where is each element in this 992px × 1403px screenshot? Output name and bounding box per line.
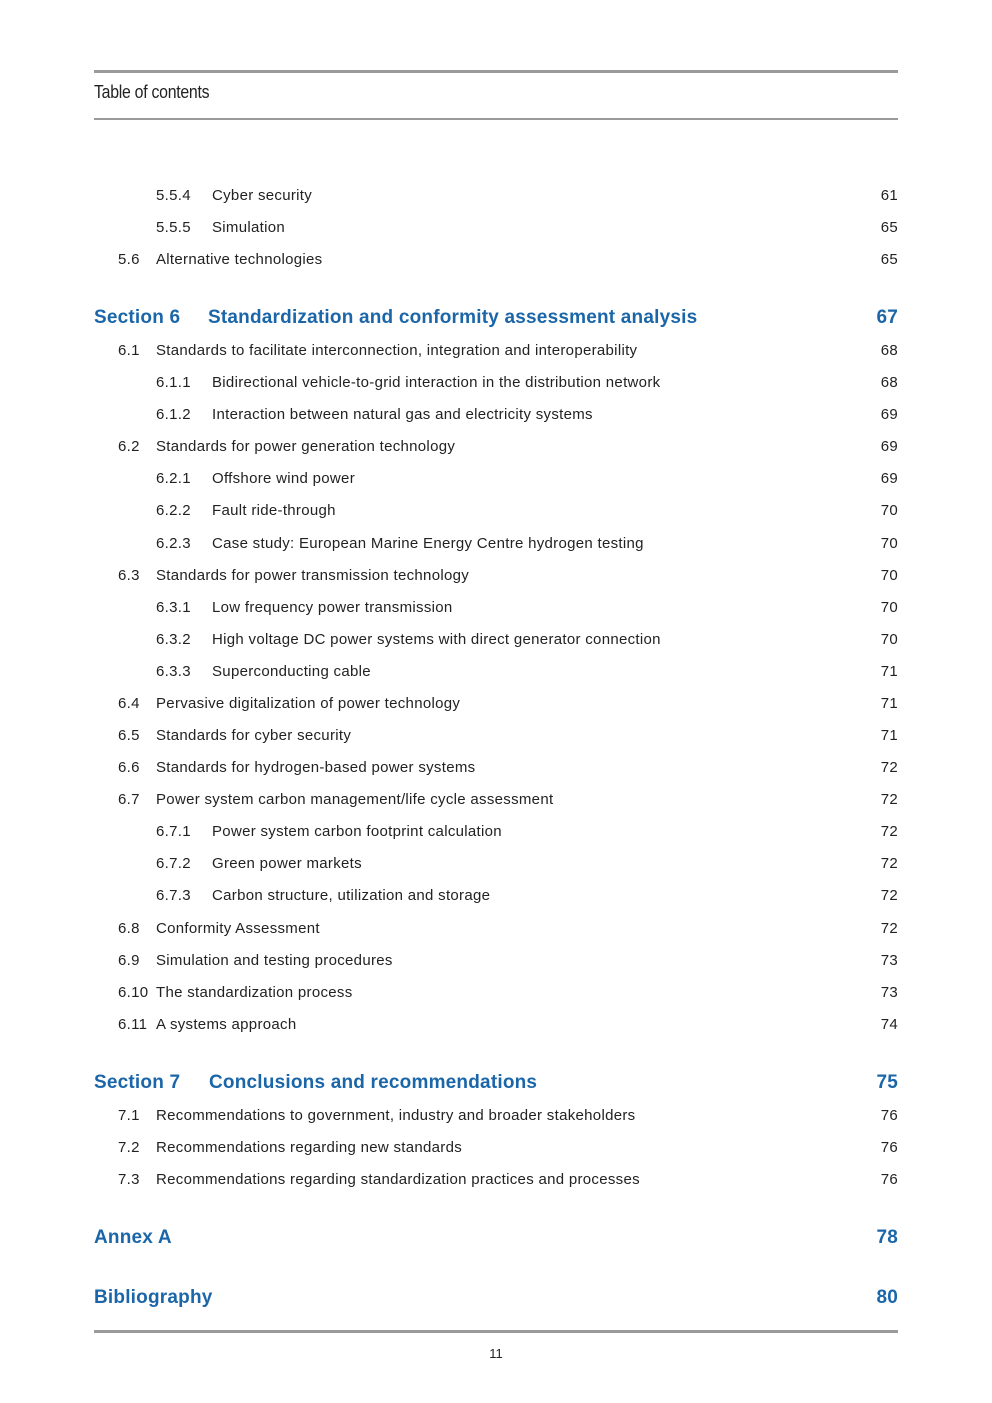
toc-entry-page: 76 bbox=[880, 1139, 898, 1156]
toc-entry-title: Case study: European Marine Energy Centre hydrogen testing bbox=[212, 535, 644, 552]
toc-entry-number: 6.10 bbox=[118, 984, 149, 1001]
toc-entry-number: 5.5.4 bbox=[156, 187, 191, 204]
toc-entry-6-7-1[interactable] bbox=[0, 820, 992, 844]
toc-entry-title: Fault ride-through bbox=[212, 502, 336, 519]
toc-entry-page: 72 bbox=[880, 887, 898, 904]
toc-annex-a[interactable] bbox=[0, 1223, 992, 1253]
toc-section-title: Conclusions and recommendations bbox=[209, 1072, 538, 1093]
toc-entry-page: 72 bbox=[880, 823, 898, 840]
toc-entry-6-6[interactable] bbox=[0, 756, 992, 780]
toc-entry-title: Recommendations regarding new standards bbox=[156, 1139, 463, 1156]
toc-entry-page: 69 bbox=[880, 438, 898, 455]
toc-entry-number: 6.2 bbox=[118, 438, 140, 455]
toc-section-page: 78 bbox=[876, 1227, 898, 1248]
toc-entry-page: 74 bbox=[880, 1016, 898, 1033]
toc-section-7[interactable] bbox=[0, 1068, 992, 1098]
toc-entry-page: 76 bbox=[880, 1107, 898, 1124]
toc-entry-5-6[interactable] bbox=[0, 248, 992, 272]
toc-entry-page: 70 bbox=[880, 567, 898, 584]
toc-entry-title: Simulation bbox=[212, 219, 286, 236]
toc-entry-title: Standards for power transmission technology bbox=[156, 567, 470, 584]
toc-entry-page: 76 bbox=[880, 1171, 898, 1188]
toc-entry-title: Power system carbon footprint calculation bbox=[212, 823, 502, 840]
toc-section-number: Section 7 bbox=[94, 1072, 181, 1093]
toc-entry-number: 6.1 bbox=[118, 342, 140, 359]
toc-entry-number: 6.6 bbox=[118, 759, 140, 776]
toc-entry-6-8[interactable] bbox=[0, 917, 992, 941]
toc-entry-page: 70 bbox=[880, 502, 898, 519]
toc-entry-page: 70 bbox=[880, 599, 898, 616]
toc-entry-title: Pervasive digitalization of power technology bbox=[156, 695, 461, 712]
toc-entry-7-3[interactable] bbox=[0, 1168, 992, 1192]
toc-entry-page: 72 bbox=[880, 791, 898, 808]
toc-entry-title: Standards for hydrogen-based power systems bbox=[156, 759, 476, 776]
toc-entry-number: 6.9 bbox=[118, 952, 140, 969]
toc-entry-title: Simulation and testing procedures bbox=[156, 952, 393, 969]
footer-rule bbox=[94, 1330, 898, 1333]
toc-entry-page: 68 bbox=[880, 374, 898, 391]
toc-entry-title: Conformity Assessment bbox=[156, 920, 320, 937]
toc-section-title: Annex A bbox=[94, 1227, 172, 1248]
toc-section-title: Bibliography bbox=[94, 1287, 213, 1308]
toc-entry-title: Carbon structure, utilization and storage bbox=[212, 887, 491, 904]
toc-entry-number: 6.4 bbox=[118, 695, 140, 712]
toc-section-page: 80 bbox=[876, 1287, 898, 1308]
toc-section-page: 67 bbox=[876, 307, 898, 328]
toc-entry-6-7[interactable] bbox=[0, 788, 992, 812]
toc-entry-page: 69 bbox=[880, 470, 898, 487]
toc-entry-title: Offshore wind power bbox=[212, 470, 355, 487]
toc-entry-6-2-2[interactable] bbox=[0, 499, 992, 523]
toc-entry-6-7-3[interactable] bbox=[0, 884, 992, 908]
toc-section-number: Section 6 bbox=[94, 307, 181, 328]
toc-bibliography[interactable] bbox=[0, 1283, 992, 1313]
toc-entry-number: 6.2.1 bbox=[156, 470, 191, 487]
toc-entry-6-10[interactable] bbox=[0, 981, 992, 1005]
toc-entry-7-2[interactable] bbox=[0, 1136, 992, 1160]
toc-entry-number: 6.3.2 bbox=[156, 631, 191, 648]
toc-entry-number: 6.3.3 bbox=[156, 663, 191, 680]
toc-entry-page: 73 bbox=[880, 952, 898, 969]
toc-entry-6-11[interactable] bbox=[0, 1013, 992, 1037]
toc-entry-title: High voltage DC power systems with direct generator connection bbox=[212, 631, 661, 648]
toc-entry-number: 6.2.2 bbox=[156, 502, 191, 519]
toc-section-6[interactable] bbox=[0, 303, 992, 333]
toc-entry-number: 7.1 bbox=[118, 1107, 140, 1124]
toc-entry-6-2[interactable] bbox=[0, 435, 992, 459]
toc-entry-6-3-3[interactable] bbox=[0, 660, 992, 684]
toc-entry-number: 7.2 bbox=[118, 1139, 140, 1156]
toc-entry-title: Standards for power generation technology bbox=[156, 438, 456, 455]
toc-entry-number: 6.7.2 bbox=[156, 855, 191, 872]
toc-entry-6-4[interactable] bbox=[0, 692, 992, 716]
toc-entry-page: 73 bbox=[880, 984, 898, 1001]
toc-entry-title: Recommendations to government, industry and broader stakeholders bbox=[156, 1107, 636, 1124]
toc-entry-6-1-1[interactable] bbox=[0, 371, 992, 395]
toc-entry-number: 6.7.1 bbox=[156, 823, 191, 840]
toc-entry-title: A systems approach bbox=[156, 1016, 297, 1033]
toc-entry-title: Interaction between natural gas and electricity systems bbox=[212, 406, 593, 423]
running-header-title: Table of contents bbox=[94, 82, 210, 102]
toc-entry-6-9[interactable] bbox=[0, 949, 992, 973]
toc-entry-page: 65 bbox=[880, 219, 898, 236]
toc-entry-title: Power system carbon management/life cycle assessment bbox=[156, 791, 554, 808]
toc-entry-title: Recommendations regarding standardization practices and processes bbox=[156, 1171, 640, 1188]
toc-entry-page: 70 bbox=[880, 631, 898, 648]
toc-entry-page: 71 bbox=[880, 727, 898, 744]
toc-entry-number: 6.5 bbox=[118, 727, 140, 744]
toc-entry-6-3-2[interactable] bbox=[0, 628, 992, 652]
toc-entry-page: 61 bbox=[880, 187, 898, 204]
toc-entry-number: 6.8 bbox=[118, 920, 140, 937]
toc-entry-6-5[interactable] bbox=[0, 724, 992, 748]
toc-entry-title: The standardization process bbox=[156, 984, 353, 1001]
toc-entry-5-5-5[interactable] bbox=[0, 216, 992, 240]
toc-entry-title: Green power markets bbox=[212, 855, 362, 872]
toc-entry-title: Standards for cyber security bbox=[156, 727, 352, 744]
toc-entry-5-5-4[interactable] bbox=[0, 184, 992, 208]
toc-entry-title: Bidirectional vehicle-to-grid interaction in the distribution network bbox=[212, 374, 661, 391]
toc-entry-number: 6.11 bbox=[118, 1016, 148, 1033]
toc-section-title: Standardization and conformity assessment analysis bbox=[208, 307, 698, 328]
toc-entry-page: 72 bbox=[880, 920, 898, 937]
toc-entry-title: Alternative technologies bbox=[156, 251, 323, 268]
toc-entry-number: 6.7 bbox=[118, 791, 140, 808]
toc-entry-page: 71 bbox=[880, 663, 898, 680]
toc-entry-title: Cyber security bbox=[212, 187, 313, 204]
toc-entry-6-2-1[interactable] bbox=[0, 467, 992, 491]
toc-entry-number: 5.5.5 bbox=[156, 219, 191, 236]
toc-entry-6-1-2[interactable] bbox=[0, 403, 992, 427]
toc-entry-6-7-2[interactable] bbox=[0, 852, 992, 876]
toc-entry-number: 6.3.1 bbox=[156, 599, 191, 616]
toc-entry-number: 6.7.3 bbox=[156, 887, 191, 904]
toc-entry-number: 6.2.3 bbox=[156, 535, 191, 552]
toc-entry-6-3-1[interactable] bbox=[0, 596, 992, 620]
toc-entry-page: 65 bbox=[880, 251, 898, 268]
toc-entry-number: 6.1.1 bbox=[156, 374, 191, 391]
toc-entry-page: 70 bbox=[880, 535, 898, 552]
toc-entry-title: Standards to facilitate interconnection, integration and interoperability bbox=[156, 342, 638, 359]
toc-entry-title: Superconducting cable bbox=[212, 663, 371, 680]
toc-section-page: 75 bbox=[876, 1072, 898, 1093]
toc-entry-title: Low frequency power transmission bbox=[212, 599, 453, 616]
toc-entry-page: 71 bbox=[880, 695, 898, 712]
toc-entry-number: 7.3 bbox=[118, 1171, 140, 1188]
toc-entry-page: 68 bbox=[880, 342, 898, 359]
toc-entry-number: 5.6 bbox=[118, 251, 140, 268]
toc-entry-page: 69 bbox=[880, 406, 898, 423]
toc-entry-6-1[interactable] bbox=[0, 339, 992, 363]
toc-entry-6-3[interactable] bbox=[0, 564, 992, 588]
toc-entry-number: 6.1.2 bbox=[156, 406, 191, 423]
toc-entry-6-2-3[interactable] bbox=[0, 532, 992, 556]
toc-entry-page: 72 bbox=[880, 855, 898, 872]
toc-entry-number: 6.3 bbox=[118, 567, 140, 584]
page-number: 11 bbox=[489, 1346, 503, 1361]
toc-entry-7-1[interactable] bbox=[0, 1104, 992, 1128]
toc-entry-page: 72 bbox=[880, 759, 898, 776]
